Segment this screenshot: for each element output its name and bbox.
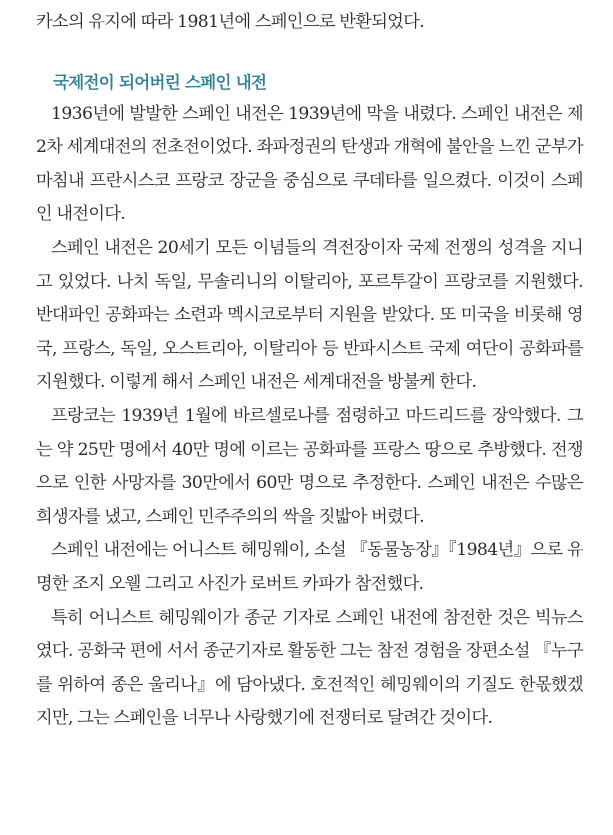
paragraph-franco-victory: 프랑코는 1939년 1월에 바르셀로나를 점령하고 마드리드를 장악했다. 그는 약 25만 명에서 40만 명에 이르는 공화파를 프랑스 땅으로 추방했다. 전쟁으로 인한 사망자를 30만에서 60만 명으로 추정한다. 스페인 내전은 수많은 희생자를 냈고, 스페인 민주주의의 싹을 짓밟아 버렸다.: [36, 405, 583, 527]
intro-paragraph: 카소의 유지에 따라 1981년에 스페인으로 반환되었다.: [36, 12, 425, 32]
paragraph-outbreak: 1936년에 발발한 스페인 내전은 1939년에 막을 내렸다. 스페인 내전은 제2차 세계대전의 전초전이었다. 좌파정권의 탄생과 개혁에 불안을 느낀 군부가 마침내 프란시스코 프랑코 장군을 중심으로 쿠데타를 일으켰다. 이것이 스페인 내전이다.: [36, 103, 583, 225]
paragraph-hemingway: 특히 어니스트 헤밍웨이가 종군 기자로 스페인 내전에 참전한 것은 빅뉴스였다. 공화국 편에 서서 종군기자로 활동한 그는 참전 경험을 장편소설 『누구를 위하여 종은 울리나』에 담아냈다. 호전적인 헤밍웨이의 기질도 한몫했겠지만, 그는 스페인을 너무나 사랑했기에 전쟁터로 달려간 것이다.: [36, 607, 583, 729]
paragraph-international-war: 스페인 내전은 20세기 모든 이념들의 격전장이자 국제 전쟁의 성격을 지니고 있었다. 나치 독일, 무솔리니의 이탈리아, 포르투갈이 프랑코를 지원했다. 반대파인 공화파는 소련과 멕시코로부터 지원을 받았다. 또 미국을 비롯해 영국, 프랑스, 독일, 오스트리아, 이탈리아 등 반파시스트 국제 여단이 공화파를 지원했다. 이렇게 해서 스페인 내전은 세계대전을 방불케 한다.: [36, 237, 583, 393]
section-heading: 국제전이 되어버린 스페인 내전: [53, 72, 267, 92]
paragraph-foreign-participants: 스페인 내전에는 어니스트 헤밍웨이, 소설 『동물농장』『1984년』으로 유명한 조지 오웰 그리고 사진가 로버트 카파가 참전했다.: [36, 540, 583, 594]
